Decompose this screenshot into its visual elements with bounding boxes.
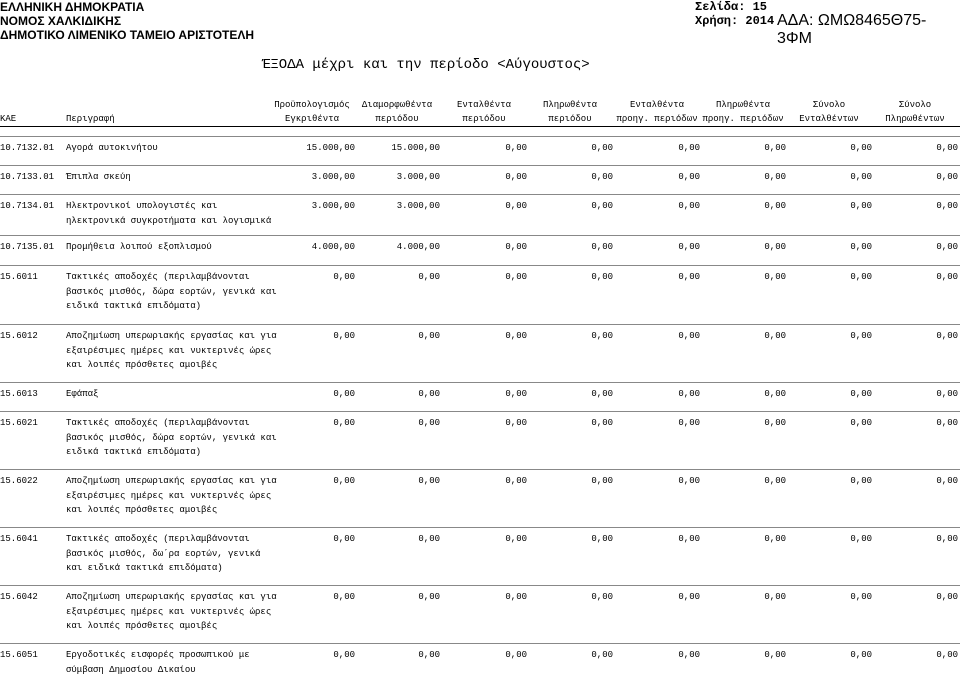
header-divider <box>0 126 960 127</box>
col-committed-prev-value: 0,00 <box>678 592 700 602</box>
col-total-committed-value: 0,00 <box>850 172 872 182</box>
col-paid-header-line-1: Πληρωθέντα <box>542 100 597 110</box>
col-committed-prev-value: 0,00 <box>678 272 700 282</box>
col-paid-value: 0,00 <box>591 389 613 399</box>
col-committed-prev-value: 0,00 <box>678 242 700 252</box>
description-line-3: και λοιπές πρόσθετες αμοιβές <box>66 360 218 370</box>
col-committed-value: 0,00 <box>505 272 527 282</box>
col-total-committed-value: 0,00 <box>850 331 872 341</box>
col-committed-prev-header <box>614 98 700 126</box>
col-total-paid-value: 0,00 <box>936 534 958 544</box>
col-total-paid-header-line-1: Σύνολο <box>898 100 932 110</box>
col-total-paid-value: 0,00 <box>936 242 958 252</box>
col-paid-prev-value: 0,00 <box>764 534 786 544</box>
col-paid-value: 0,00 <box>591 418 613 428</box>
col-paid-prev-value: 0,00 <box>764 143 786 153</box>
col-paid-value: 0,00 <box>591 201 613 211</box>
col-budget-value: 0,00 <box>333 592 355 602</box>
col-total-committed-value: 0,00 <box>850 143 872 153</box>
row-separator <box>0 235 960 236</box>
col-committed-prev-value: 0,00 <box>678 201 700 211</box>
col-budget-value: 0,00 <box>333 418 355 428</box>
row-separator <box>0 469 960 470</box>
col-total-committed-value: 0,00 <box>850 476 872 486</box>
kae-code: 15.6022 <box>0 476 38 486</box>
row-separator <box>0 165 960 166</box>
row-separator <box>0 527 960 528</box>
col-budget-header-line-2: Εγκριθέντα <box>284 114 339 124</box>
col-committed-prev-header-line-2: προηγ. περιόδων <box>616 114 698 124</box>
col-modified-value: 0,00 <box>418 389 440 399</box>
row-separator <box>0 265 960 266</box>
col-total-paid-value: 0,00 <box>936 143 958 153</box>
description-line-1: Τακτικές αποδοχές (περιλαμβάνονται <box>66 418 250 428</box>
col-total-paid-value: 0,00 <box>936 476 958 486</box>
kae-code: 15.6051 <box>0 650 38 660</box>
kae-code: 10.7132.01 <box>0 143 55 153</box>
col-total-committed-header <box>786 98 872 126</box>
col-committed-prev-value: 0,00 <box>678 143 700 153</box>
fiscal-year: Χρήση: 2014 <box>695 14 775 28</box>
col-budget-value: 0,00 <box>333 476 355 486</box>
description-line-2: σύμβαση Δημοσίου Δικαίου <box>66 664 196 675</box>
description-line-2: εξαιρέσιμες ημέρες και νυκτερινές ώρες <box>66 606 272 617</box>
col-total-paid-value: 0,00 <box>936 331 958 341</box>
kae-code: 15.6011 <box>0 272 38 282</box>
col-modified-value: 15.000,00 <box>391 143 440 153</box>
col-paid-value: 0,00 <box>591 534 613 544</box>
col-committed-value: 0,00 <box>505 418 527 428</box>
ada-stamp: ΑΔΑ: ΩΜΩ8465Θ75-3ΦΜ <box>776 12 960 48</box>
col-paid-value: 0,00 <box>591 650 613 660</box>
col-budget-header-line-1: Προϋπολογισμός <box>274 100 350 110</box>
description-line-3: ειδικά τακτικά επιδόματα) <box>66 447 202 457</box>
col-total-paid-header <box>872 98 958 126</box>
col-committed-prev-value: 0,00 <box>678 172 700 182</box>
row-separator <box>0 324 960 325</box>
row-separator <box>0 194 960 195</box>
col-total-committed-value: 0,00 <box>850 418 872 428</box>
col-budget-header <box>269 98 355 126</box>
col-modified-header-line-1: Διαμορφωθέντα <box>361 100 433 110</box>
col-total-committed-value: 0,00 <box>850 389 872 399</box>
description-line-1: Εργοδοτικές εισφορές προσωπικού με <box>66 650 250 660</box>
col-total-committed-header-line-2: Ενταλθέντων <box>799 114 859 124</box>
description-line-1: Αποζημίωση υπερωριακής εργασίας και για <box>66 331 277 341</box>
kae-code: 10.7135.01 <box>0 242 55 252</box>
col-paid-value: 0,00 <box>591 272 613 282</box>
description-line-2: εξαιρέσιμες ημέρες και νυκτερινές ώρες <box>66 490 272 501</box>
header-organization <box>0 0 254 42</box>
col-total-committed-value: 0,00 <box>850 650 872 660</box>
col-committed-header-line-2: περιόδου <box>462 114 506 124</box>
col-modified-value: 0,00 <box>418 331 440 341</box>
col-total-paid-value: 0,00 <box>936 418 958 428</box>
col-total-paid-header-line-2: Πληρωθέντων <box>885 114 945 124</box>
col-kae-header: ΚΑΕ <box>0 114 17 124</box>
col-committed-prev-value: 0,00 <box>678 389 700 399</box>
col-total-paid-value: 0,00 <box>936 592 958 602</box>
col-paid-prev-header-line-1: Πληρωθέντα <box>715 100 770 110</box>
description-line-1: Προμήθεια λοιπού εξοπλισμού <box>66 242 212 252</box>
col-total-paid-value: 0,00 <box>936 389 958 399</box>
col-paid-prev-header-line-2: προηγ. περιόδων <box>702 114 784 124</box>
col-total-committed-value: 0,00 <box>850 242 872 252</box>
description-line-1: Αγορά αυτοκινήτου <box>66 143 158 153</box>
description-line-2: ηλεκτρονικά συγκροτήματα και λογισμικά <box>66 215 272 226</box>
col-committed-value: 0,00 <box>505 592 527 602</box>
col-modified-value: 4.000,00 <box>396 242 440 252</box>
col-committed-value: 0,00 <box>505 331 527 341</box>
col-total-committed-value: 0,00 <box>850 201 872 211</box>
col-committed-prev-value: 0,00 <box>678 331 700 341</box>
col-total-paid-value: 0,00 <box>936 201 958 211</box>
col-modified-value: 0,00 <box>418 534 440 544</box>
col-committed-prev-value: 0,00 <box>678 534 700 544</box>
kae-code: 15.6012 <box>0 331 38 341</box>
col-paid-prev-value: 0,00 <box>764 172 786 182</box>
col-modified-value: 0,00 <box>418 418 440 428</box>
col-modified-value: 0,00 <box>418 592 440 602</box>
col-modified-value: 0,00 <box>418 650 440 660</box>
col-committed-prev-value: 0,00 <box>678 650 700 660</box>
col-paid-prev-value: 0,00 <box>764 592 786 602</box>
kae-code: 15.6021 <box>0 418 38 428</box>
kae-code: 15.6013 <box>0 389 38 399</box>
description-line-3: και ειδικά τακτικά επιδόματα) <box>66 563 223 573</box>
kae-code: 15.6041 <box>0 534 38 544</box>
col-paid-value: 0,00 <box>591 476 613 486</box>
col-committed-value: 0,00 <box>505 242 527 252</box>
col-budget-value: 4.000,00 <box>311 242 355 252</box>
col-paid-value: 0,00 <box>591 331 613 341</box>
col-modified-header <box>354 98 440 126</box>
col-committed-prev-value: 0,00 <box>678 476 700 486</box>
col-paid-value: 0,00 <box>591 242 613 252</box>
col-paid-prev-value: 0,00 <box>764 201 786 211</box>
description-line-1: Ηλεκτρονικοί υπολογιστές και <box>66 201 218 211</box>
col-paid-header <box>527 98 613 126</box>
col-paid-prev-value: 0,00 <box>764 650 786 660</box>
description-line-1: Αποζημίωση υπερωριακής εργασίας και για <box>66 592 277 602</box>
col-budget-value: 0,00 <box>333 650 355 660</box>
description-line-1: Τακτικές αποδοχές (περιλαμβάνονται <box>66 534 250 544</box>
col-budget-value: 3.000,00 <box>311 172 355 182</box>
col-budget-value: 0,00 <box>333 272 355 282</box>
row-separator <box>0 585 960 586</box>
col-total-committed-value: 0,00 <box>850 592 872 602</box>
col-paid-prev-value: 0,00 <box>764 389 786 399</box>
kae-code: 10.7134.01 <box>0 201 55 211</box>
row-separator <box>0 411 960 412</box>
row-separator <box>0 643 960 644</box>
col-paid-prev-value: 0,00 <box>764 476 786 486</box>
col-paid-value: 0,00 <box>591 592 613 602</box>
description-line-1: Έπιπλα σκεύη <box>66 172 131 182</box>
description-line-3: και λοιπές πρόσθετες αμοιβές <box>66 505 218 515</box>
col-modified-header-line-2: περιόδου <box>375 114 419 124</box>
col-total-paid-value: 0,00 <box>936 172 958 182</box>
description-line-1: Τακτικές αποδοχές (περιλαμβάνονται <box>66 272 250 282</box>
description-line-2: βασικός μισθός, δω΄ρα εορτών, γενικά <box>66 548 261 559</box>
col-total-paid-value: 0,00 <box>936 272 958 282</box>
description-line-2: βασικός μισθός, δώρα εορτών, γενικά και <box>66 286 277 297</box>
header-line-prefecture: ΝΟΜΟΣ ΧΑΛΚΙΔΙΚΗΣ <box>0 14 122 28</box>
col-paid-prev-value: 0,00 <box>764 331 786 341</box>
col-budget-value: 0,00 <box>333 389 355 399</box>
description-line-1: Αποζημίωση υπερωριακής εργασίας και για <box>66 476 277 486</box>
header-line-country: ΕΛΛΗΝΙΚΗ ΔΗΜΟΚΡΑΤΙΑ <box>0 0 145 14</box>
col-modified-value: 3.000,00 <box>396 172 440 182</box>
col-committed-value: 0,00 <box>505 201 527 211</box>
col-committed-value: 0,00 <box>505 389 527 399</box>
col-budget-value: 3.000,00 <box>311 201 355 211</box>
col-paid-value: 0,00 <box>591 143 613 153</box>
row-separator <box>0 382 960 383</box>
col-committed-value: 0,00 <box>505 650 527 660</box>
col-paid-prev-value: 0,00 <box>764 272 786 282</box>
col-budget-value: 0,00 <box>333 331 355 341</box>
col-committed-value: 0,00 <box>505 143 527 153</box>
description-line-2: βασικός μισθός, δώρα εορτών, γενικά και <box>66 432 277 443</box>
col-budget-value: 0,00 <box>333 534 355 544</box>
col-modified-value: 3.000,00 <box>396 201 440 211</box>
col-paid-value: 0,00 <box>591 172 613 182</box>
col-committed-value: 0,00 <box>505 172 527 182</box>
col-modified-value: 0,00 <box>418 476 440 486</box>
col-description-header: Περιγραφή <box>66 114 115 124</box>
page-number: Σελίδα: 15 <box>695 0 768 14</box>
col-committed-value: 0,00 <box>505 534 527 544</box>
col-paid-prev-value: 0,00 <box>764 242 786 252</box>
col-committed-prev-value: 0,00 <box>678 418 700 428</box>
header-line-fund: ΔΗΜΟΤΙΚΟ ΛΙΜΕΝΙΚΟ ΤΑΜΕΙΟ ΑΡΙΣΤΟΤΕΛΗ <box>0 28 255 42</box>
description-line-3: ειδικά τακτικά επιδόματα) <box>66 301 202 311</box>
col-modified-value: 0,00 <box>418 272 440 282</box>
col-budget-value: 15.000,00 <box>306 143 355 153</box>
col-total-paid-value: 0,00 <box>936 650 958 660</box>
row-separator <box>0 136 960 137</box>
col-committed-value: 0,00 <box>505 476 527 486</box>
col-paid-prev-header <box>700 98 786 126</box>
col-total-committed-value: 0,00 <box>850 272 872 282</box>
col-committed-prev-header-line-1: Ενταλθέντα <box>629 100 684 110</box>
col-total-committed-value: 0,00 <box>850 534 872 544</box>
col-committed-header <box>441 98 527 126</box>
col-total-committed-header-line-1: Σύνολο <box>812 100 846 110</box>
col-committed-header-line-1: Ενταλθέντα <box>456 100 511 110</box>
kae-code: 10.7133.01 <box>0 172 55 182</box>
kae-code: 15.6042 <box>0 592 38 602</box>
description-line-2: εξαιρέσιμες ημέρες και νυκτερινές ώρες <box>66 345 272 356</box>
header-meta <box>695 0 774 28</box>
description-line-1: Εφάπαξ <box>66 389 99 399</box>
description-line-3: και λοιπές πρόσθετες αμοιβές <box>66 621 218 631</box>
col-paid-prev-value: 0,00 <box>764 418 786 428</box>
col-paid-header-line-2: περιόδου <box>548 114 592 124</box>
report-title: ΈΞΟΔΑ μέχρι και την περίοδο <Αύγουστος> <box>262 57 590 73</box>
